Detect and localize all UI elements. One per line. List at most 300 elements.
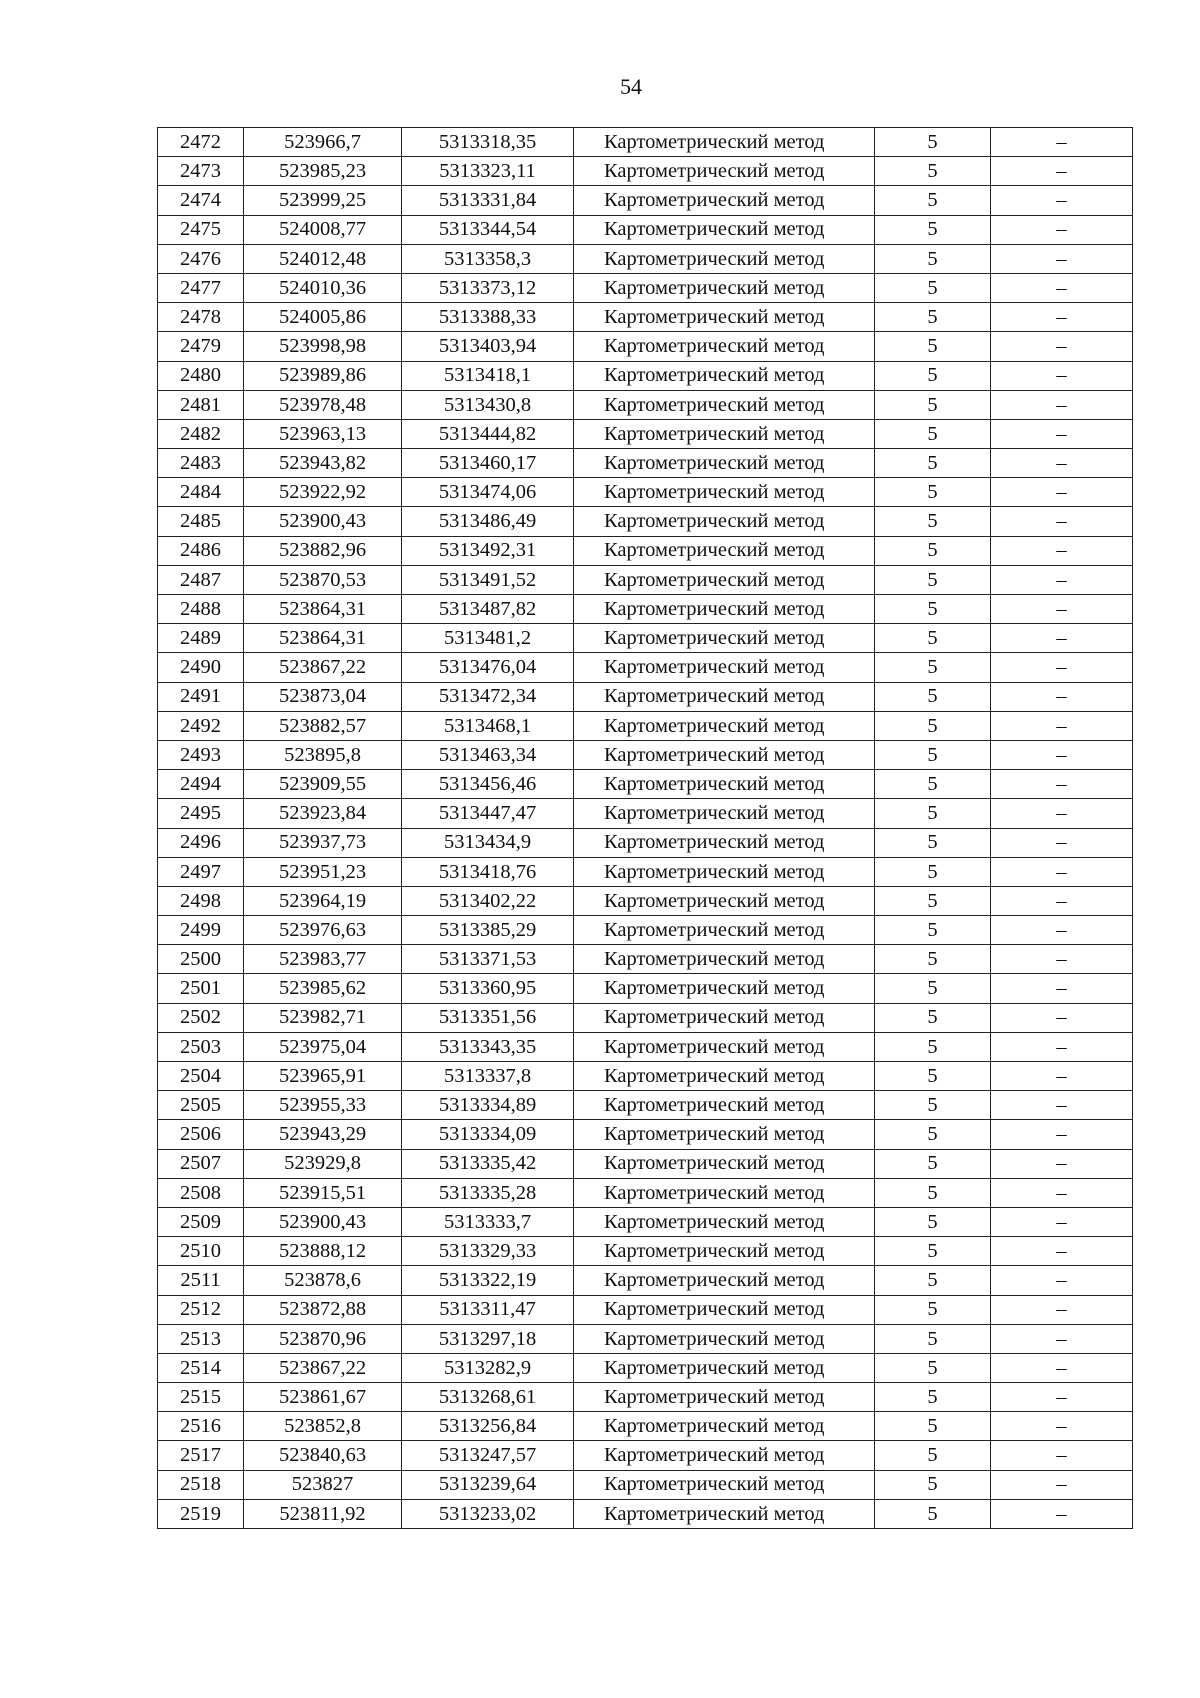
point-number-cell: 2511 bbox=[158, 1266, 244, 1295]
description-cell: – bbox=[991, 390, 1133, 419]
y-coordinate-cell: 5313297,18 bbox=[402, 1324, 574, 1353]
table-row bbox=[158, 1178, 1133, 1207]
table-row bbox=[158, 1499, 1133, 1528]
method-cell: Картометрический метод bbox=[574, 244, 875, 273]
table-row bbox=[158, 1383, 1133, 1412]
accuracy-cell: 5 bbox=[875, 478, 991, 507]
y-coordinate-cell: 5313476,04 bbox=[402, 653, 574, 682]
method-cell: Картометрический метод bbox=[574, 740, 875, 769]
y-coordinate-cell: 5313460,17 bbox=[402, 449, 574, 478]
y-coordinate-cell: 5313351,56 bbox=[402, 1003, 574, 1032]
description-cell: – bbox=[991, 770, 1133, 799]
description-cell: – bbox=[991, 128, 1133, 157]
y-coordinate-cell: 5313323,11 bbox=[402, 157, 574, 186]
y-coordinate-cell: 5313344,54 bbox=[402, 215, 574, 244]
y-coordinate-cell: 5313474,06 bbox=[402, 478, 574, 507]
y-coordinate-cell: 5313334,89 bbox=[402, 1091, 574, 1120]
point-number-cell: 2490 bbox=[158, 653, 244, 682]
table-row bbox=[158, 653, 1133, 682]
method-cell: Картометрический метод bbox=[574, 653, 875, 682]
point-number-cell: 2517 bbox=[158, 1441, 244, 1470]
point-number-cell: 2513 bbox=[158, 1324, 244, 1353]
point-number-cell: 2489 bbox=[158, 624, 244, 653]
method-cell: Картометрический метод bbox=[574, 215, 875, 244]
table-row bbox=[158, 157, 1133, 186]
table-row bbox=[158, 916, 1133, 945]
description-cell: – bbox=[991, 682, 1133, 711]
method-cell: Картометрический метод bbox=[574, 536, 875, 565]
description-cell: – bbox=[991, 1149, 1133, 1178]
description-cell: – bbox=[991, 361, 1133, 390]
accuracy-cell: 5 bbox=[875, 1324, 991, 1353]
x-coordinate-cell: 523882,96 bbox=[244, 536, 402, 565]
point-number-cell: 2518 bbox=[158, 1470, 244, 1499]
method-cell: Картометрический метод bbox=[574, 1324, 875, 1353]
accuracy-cell: 5 bbox=[875, 186, 991, 215]
table-row bbox=[158, 799, 1133, 828]
description-cell: – bbox=[991, 1295, 1133, 1324]
x-coordinate-cell: 523882,57 bbox=[244, 711, 402, 740]
method-cell: Картометрический метод bbox=[574, 1353, 875, 1382]
x-coordinate-cell: 523900,43 bbox=[244, 507, 402, 536]
y-coordinate-cell: 5313371,53 bbox=[402, 945, 574, 974]
method-cell: Картометрический метод bbox=[574, 799, 875, 828]
point-number-cell: 2501 bbox=[158, 974, 244, 1003]
y-coordinate-cell: 5313481,2 bbox=[402, 624, 574, 653]
table-row bbox=[158, 974, 1133, 1003]
point-number-cell: 2477 bbox=[158, 273, 244, 302]
x-coordinate-cell: 523989,86 bbox=[244, 361, 402, 390]
y-coordinate-cell: 5313487,82 bbox=[402, 595, 574, 624]
accuracy-cell: 5 bbox=[875, 565, 991, 594]
method-cell: Картометрический метод bbox=[574, 565, 875, 594]
x-coordinate-cell: 523943,82 bbox=[244, 449, 402, 478]
point-number-cell: 2516 bbox=[158, 1412, 244, 1441]
point-number-cell: 2499 bbox=[158, 916, 244, 945]
point-number-cell: 2504 bbox=[158, 1062, 244, 1091]
point-number-cell: 2498 bbox=[158, 886, 244, 915]
description-cell: – bbox=[991, 1062, 1133, 1091]
y-coordinate-cell: 5313373,12 bbox=[402, 273, 574, 302]
x-coordinate-cell: 523888,12 bbox=[244, 1237, 402, 1266]
x-coordinate-cell: 524012,48 bbox=[244, 244, 402, 273]
table-row bbox=[158, 303, 1133, 332]
y-coordinate-cell: 5313318,35 bbox=[402, 128, 574, 157]
table-row bbox=[158, 419, 1133, 448]
point-number-cell: 2496 bbox=[158, 828, 244, 857]
accuracy-cell: 5 bbox=[875, 1266, 991, 1295]
y-coordinate-cell: 5313418,1 bbox=[402, 361, 574, 390]
method-cell: Картометрический метод bbox=[574, 361, 875, 390]
accuracy-cell: 5 bbox=[875, 215, 991, 244]
accuracy-cell: 5 bbox=[875, 157, 991, 186]
point-number-cell: 2492 bbox=[158, 711, 244, 740]
x-coordinate-cell: 524005,86 bbox=[244, 303, 402, 332]
description-cell: – bbox=[991, 1003, 1133, 1032]
method-cell: Картометрический метод bbox=[574, 595, 875, 624]
y-coordinate-cell: 5313256,84 bbox=[402, 1412, 574, 1441]
accuracy-cell: 5 bbox=[875, 1149, 991, 1178]
point-number-cell: 2503 bbox=[158, 1032, 244, 1061]
description-cell: – bbox=[991, 244, 1133, 273]
description-cell: – bbox=[991, 1441, 1133, 1470]
x-coordinate-cell: 523852,8 bbox=[244, 1412, 402, 1441]
x-coordinate-cell: 523922,92 bbox=[244, 478, 402, 507]
table-row bbox=[158, 595, 1133, 624]
method-cell: Картометрический метод bbox=[574, 974, 875, 1003]
point-number-cell: 2507 bbox=[158, 1149, 244, 1178]
description-cell: – bbox=[991, 799, 1133, 828]
description-cell: – bbox=[991, 565, 1133, 594]
description-cell: – bbox=[991, 1237, 1133, 1266]
accuracy-cell: 5 bbox=[875, 1441, 991, 1470]
x-coordinate-cell: 523966,7 bbox=[244, 128, 402, 157]
method-cell: Картометрический метод bbox=[574, 1237, 875, 1266]
point-number-cell: 2481 bbox=[158, 390, 244, 419]
table-row bbox=[158, 1441, 1133, 1470]
accuracy-cell: 5 bbox=[875, 595, 991, 624]
accuracy-cell: 5 bbox=[875, 128, 991, 157]
point-number-cell: 2484 bbox=[158, 478, 244, 507]
x-coordinate-cell: 523985,62 bbox=[244, 974, 402, 1003]
x-coordinate-cell: 523951,23 bbox=[244, 857, 402, 886]
y-coordinate-cell: 5313335,42 bbox=[402, 1149, 574, 1178]
accuracy-cell: 5 bbox=[875, 828, 991, 857]
x-coordinate-cell: 523827 bbox=[244, 1470, 402, 1499]
description-cell: – bbox=[991, 740, 1133, 769]
point-number-cell: 2514 bbox=[158, 1353, 244, 1382]
description-cell: – bbox=[991, 1178, 1133, 1207]
description-cell: – bbox=[991, 1383, 1133, 1412]
y-coordinate-cell: 5313430,8 bbox=[402, 390, 574, 419]
x-coordinate-cell: 523943,29 bbox=[244, 1120, 402, 1149]
point-number-cell: 2494 bbox=[158, 770, 244, 799]
method-cell: Картометрический метод bbox=[574, 186, 875, 215]
accuracy-cell: 5 bbox=[875, 390, 991, 419]
point-number-cell: 2508 bbox=[158, 1178, 244, 1207]
point-number-cell: 2475 bbox=[158, 215, 244, 244]
x-coordinate-cell: 523867,22 bbox=[244, 653, 402, 682]
y-coordinate-cell: 5313360,95 bbox=[402, 974, 574, 1003]
description-cell: – bbox=[991, 215, 1133, 244]
point-number-cell: 2485 bbox=[158, 507, 244, 536]
method-cell: Картометрический метод bbox=[574, 1295, 875, 1324]
method-cell: Картометрический метод bbox=[574, 1207, 875, 1236]
x-coordinate-cell: 523982,71 bbox=[244, 1003, 402, 1032]
description-cell: – bbox=[991, 419, 1133, 448]
x-coordinate-cell: 524010,36 bbox=[244, 273, 402, 302]
table-row bbox=[158, 857, 1133, 886]
accuracy-cell: 5 bbox=[875, 624, 991, 653]
y-coordinate-cell: 5313335,28 bbox=[402, 1178, 574, 1207]
x-coordinate-cell: 523811,92 bbox=[244, 1499, 402, 1528]
x-coordinate-cell: 523983,77 bbox=[244, 945, 402, 974]
y-coordinate-cell: 5313233,02 bbox=[402, 1499, 574, 1528]
y-coordinate-cell: 5313311,47 bbox=[402, 1295, 574, 1324]
accuracy-cell: 5 bbox=[875, 1383, 991, 1412]
y-coordinate-cell: 5313418,76 bbox=[402, 857, 574, 886]
accuracy-cell: 5 bbox=[875, 1178, 991, 1207]
y-coordinate-cell: 5313491,52 bbox=[402, 565, 574, 594]
accuracy-cell: 5 bbox=[875, 361, 991, 390]
method-cell: Картометрический метод bbox=[574, 157, 875, 186]
table-row bbox=[158, 740, 1133, 769]
table-row bbox=[158, 1295, 1133, 1324]
table-row bbox=[158, 536, 1133, 565]
description-cell: – bbox=[991, 1266, 1133, 1295]
method-cell: Картометрический метод bbox=[574, 1062, 875, 1091]
y-coordinate-cell: 5313333,7 bbox=[402, 1207, 574, 1236]
point-number-cell: 2505 bbox=[158, 1091, 244, 1120]
method-cell: Картометрический метод bbox=[574, 1412, 875, 1441]
accuracy-cell: 5 bbox=[875, 1091, 991, 1120]
table-row bbox=[158, 390, 1133, 419]
description-cell: – bbox=[991, 273, 1133, 302]
y-coordinate-cell: 5313486,49 bbox=[402, 507, 574, 536]
description-cell: – bbox=[991, 1412, 1133, 1441]
x-coordinate-cell: 523999,25 bbox=[244, 186, 402, 215]
accuracy-cell: 5 bbox=[875, 1470, 991, 1499]
description-cell: – bbox=[991, 653, 1133, 682]
method-cell: Картометрический метод bbox=[574, 1032, 875, 1061]
point-number-cell: 2472 bbox=[158, 128, 244, 157]
x-coordinate-cell: 523900,43 bbox=[244, 1207, 402, 1236]
y-coordinate-cell: 5313402,22 bbox=[402, 886, 574, 915]
x-coordinate-cell: 523873,04 bbox=[244, 682, 402, 711]
method-cell: Картометрический метод bbox=[574, 1499, 875, 1528]
table-row bbox=[158, 1003, 1133, 1032]
method-cell: Картометрический метод bbox=[574, 1266, 875, 1295]
accuracy-cell: 5 bbox=[875, 1499, 991, 1528]
point-number-cell: 2512 bbox=[158, 1295, 244, 1324]
y-coordinate-cell: 5313492,31 bbox=[402, 536, 574, 565]
table-row bbox=[158, 273, 1133, 302]
x-coordinate-cell: 523963,13 bbox=[244, 419, 402, 448]
table-row bbox=[158, 1120, 1133, 1149]
y-coordinate-cell: 5313434,9 bbox=[402, 828, 574, 857]
description-cell: – bbox=[991, 332, 1133, 361]
accuracy-cell: 5 bbox=[875, 682, 991, 711]
y-coordinate-cell: 5313388,33 bbox=[402, 303, 574, 332]
description-cell: – bbox=[991, 303, 1133, 332]
y-coordinate-cell: 5313385,29 bbox=[402, 916, 574, 945]
table-row bbox=[158, 1237, 1133, 1266]
point-number-cell: 2473 bbox=[158, 157, 244, 186]
table-row bbox=[158, 886, 1133, 915]
point-number-cell: 2500 bbox=[158, 945, 244, 974]
table-row bbox=[158, 1470, 1133, 1499]
point-number-cell: 2497 bbox=[158, 857, 244, 886]
accuracy-cell: 5 bbox=[875, 303, 991, 332]
table-row bbox=[158, 478, 1133, 507]
x-coordinate-cell: 523998,98 bbox=[244, 332, 402, 361]
accuracy-cell: 5 bbox=[875, 1412, 991, 1441]
x-coordinate-cell: 523985,23 bbox=[244, 157, 402, 186]
x-coordinate-cell: 523872,88 bbox=[244, 1295, 402, 1324]
accuracy-cell: 5 bbox=[875, 536, 991, 565]
accuracy-cell: 5 bbox=[875, 799, 991, 828]
y-coordinate-cell: 5313322,19 bbox=[402, 1266, 574, 1295]
y-coordinate-cell: 5313472,34 bbox=[402, 682, 574, 711]
method-cell: Картометрический метод bbox=[574, 1178, 875, 1207]
x-coordinate-cell: 523840,63 bbox=[244, 1441, 402, 1470]
method-cell: Картометрический метод bbox=[574, 945, 875, 974]
coordinates-table bbox=[157, 127, 1133, 1529]
point-number-cell: 2493 bbox=[158, 740, 244, 769]
description-cell: – bbox=[991, 1324, 1133, 1353]
y-coordinate-cell: 5313247,57 bbox=[402, 1441, 574, 1470]
table-row bbox=[158, 507, 1133, 536]
method-cell: Картометрический метод bbox=[574, 390, 875, 419]
point-number-cell: 2479 bbox=[158, 332, 244, 361]
table-row bbox=[158, 945, 1133, 974]
method-cell: Картометрический метод bbox=[574, 419, 875, 448]
table-row bbox=[158, 1266, 1133, 1295]
x-coordinate-cell: 523895,8 bbox=[244, 740, 402, 769]
table-row bbox=[158, 565, 1133, 594]
table-row bbox=[158, 1032, 1133, 1061]
description-cell: – bbox=[991, 1499, 1133, 1528]
y-coordinate-cell: 5313268,61 bbox=[402, 1383, 574, 1412]
x-coordinate-cell: 523975,04 bbox=[244, 1032, 402, 1061]
method-cell: Картометрический метод bbox=[574, 478, 875, 507]
accuracy-cell: 5 bbox=[875, 1237, 991, 1266]
y-coordinate-cell: 5313468,1 bbox=[402, 711, 574, 740]
table-row bbox=[158, 449, 1133, 478]
table-row bbox=[158, 1324, 1133, 1353]
table-row bbox=[158, 1062, 1133, 1091]
accuracy-cell: 5 bbox=[875, 1207, 991, 1236]
table-row bbox=[158, 1149, 1133, 1178]
method-cell: Картометрический метод bbox=[574, 1149, 875, 1178]
description-cell: – bbox=[991, 1470, 1133, 1499]
x-coordinate-cell: 523870,53 bbox=[244, 565, 402, 594]
y-coordinate-cell: 5313337,8 bbox=[402, 1062, 574, 1091]
accuracy-cell: 5 bbox=[875, 273, 991, 302]
method-cell: Картометрический метод bbox=[574, 857, 875, 886]
table-row bbox=[158, 770, 1133, 799]
method-cell: Картометрический метод bbox=[574, 449, 875, 478]
y-coordinate-cell: 5313463,34 bbox=[402, 740, 574, 769]
accuracy-cell: 5 bbox=[875, 945, 991, 974]
method-cell: Картометрический метод bbox=[574, 682, 875, 711]
accuracy-cell: 5 bbox=[875, 916, 991, 945]
method-cell: Картометрический метод bbox=[574, 624, 875, 653]
method-cell: Картометрический метод bbox=[574, 770, 875, 799]
point-number-cell: 2515 bbox=[158, 1383, 244, 1412]
description-cell: – bbox=[991, 828, 1133, 857]
table-row bbox=[158, 1091, 1133, 1120]
point-number-cell: 2480 bbox=[158, 361, 244, 390]
accuracy-cell: 5 bbox=[875, 1120, 991, 1149]
accuracy-cell: 5 bbox=[875, 857, 991, 886]
page-number: 54 bbox=[620, 74, 642, 99]
method-cell: Картометрический метод bbox=[574, 1120, 875, 1149]
description-cell: – bbox=[991, 536, 1133, 565]
accuracy-cell: 5 bbox=[875, 886, 991, 915]
table-row bbox=[158, 332, 1133, 361]
x-coordinate-cell: 523955,33 bbox=[244, 1091, 402, 1120]
y-coordinate-cell: 5313444,82 bbox=[402, 419, 574, 448]
description-cell: – bbox=[991, 857, 1133, 886]
accuracy-cell: 5 bbox=[875, 332, 991, 361]
description-cell: – bbox=[991, 711, 1133, 740]
accuracy-cell: 5 bbox=[875, 974, 991, 1003]
method-cell: Картометрический метод bbox=[574, 1470, 875, 1499]
x-coordinate-cell: 523864,31 bbox=[244, 624, 402, 653]
accuracy-cell: 5 bbox=[875, 244, 991, 273]
description-cell: – bbox=[991, 1091, 1133, 1120]
accuracy-cell: 5 bbox=[875, 419, 991, 448]
x-coordinate-cell: 523923,84 bbox=[244, 799, 402, 828]
method-cell: Картометрический метод bbox=[574, 128, 875, 157]
table-row bbox=[158, 128, 1133, 157]
description-cell: – bbox=[991, 1120, 1133, 1149]
table-row bbox=[158, 1412, 1133, 1441]
description-cell: – bbox=[991, 624, 1133, 653]
table-row bbox=[158, 361, 1133, 390]
x-coordinate-cell: 523909,55 bbox=[244, 770, 402, 799]
accuracy-cell: 5 bbox=[875, 1032, 991, 1061]
point-number-cell: 2483 bbox=[158, 449, 244, 478]
method-cell: Картометрический метод bbox=[574, 828, 875, 857]
point-number-cell: 2488 bbox=[158, 595, 244, 624]
table-row bbox=[158, 624, 1133, 653]
description-cell: – bbox=[991, 886, 1133, 915]
point-number-cell: 2486 bbox=[158, 536, 244, 565]
table-row bbox=[158, 711, 1133, 740]
description-cell: – bbox=[991, 1207, 1133, 1236]
x-coordinate-cell: 524008,77 bbox=[244, 215, 402, 244]
description-cell: – bbox=[991, 916, 1133, 945]
point-number-cell: 2509 bbox=[158, 1207, 244, 1236]
x-coordinate-cell: 523964,19 bbox=[244, 886, 402, 915]
description-cell: – bbox=[991, 1353, 1133, 1382]
point-number-cell: 2519 bbox=[158, 1499, 244, 1528]
point-number-cell: 2476 bbox=[158, 244, 244, 273]
point-number-cell: 2491 bbox=[158, 682, 244, 711]
point-number-cell: 2502 bbox=[158, 1003, 244, 1032]
point-number-cell: 2495 bbox=[158, 799, 244, 828]
method-cell: Картометрический метод bbox=[574, 303, 875, 332]
table-body bbox=[158, 128, 1133, 1529]
method-cell: Картометрический метод bbox=[574, 916, 875, 945]
x-coordinate-cell: 523878,6 bbox=[244, 1266, 402, 1295]
accuracy-cell: 5 bbox=[875, 1003, 991, 1032]
y-coordinate-cell: 5313403,94 bbox=[402, 332, 574, 361]
y-coordinate-cell: 5313447,47 bbox=[402, 799, 574, 828]
accuracy-cell: 5 bbox=[875, 711, 991, 740]
x-coordinate-cell: 523965,91 bbox=[244, 1062, 402, 1091]
description-cell: – bbox=[991, 595, 1133, 624]
y-coordinate-cell: 5313334,09 bbox=[402, 1120, 574, 1149]
description-cell: – bbox=[991, 449, 1133, 478]
point-number-cell: 2487 bbox=[158, 565, 244, 594]
y-coordinate-cell: 5313358,3 bbox=[402, 244, 574, 273]
description-cell: – bbox=[991, 157, 1133, 186]
y-coordinate-cell: 5313239,64 bbox=[402, 1470, 574, 1499]
table-row bbox=[158, 215, 1133, 244]
table-row bbox=[158, 186, 1133, 215]
description-cell: – bbox=[991, 1032, 1133, 1061]
point-number-cell: 2482 bbox=[158, 419, 244, 448]
method-cell: Картометрический метод bbox=[574, 332, 875, 361]
method-cell: Картометрический метод bbox=[574, 273, 875, 302]
accuracy-cell: 5 bbox=[875, 770, 991, 799]
table-row bbox=[158, 682, 1133, 711]
point-number-cell: 2506 bbox=[158, 1120, 244, 1149]
accuracy-cell: 5 bbox=[875, 1295, 991, 1324]
